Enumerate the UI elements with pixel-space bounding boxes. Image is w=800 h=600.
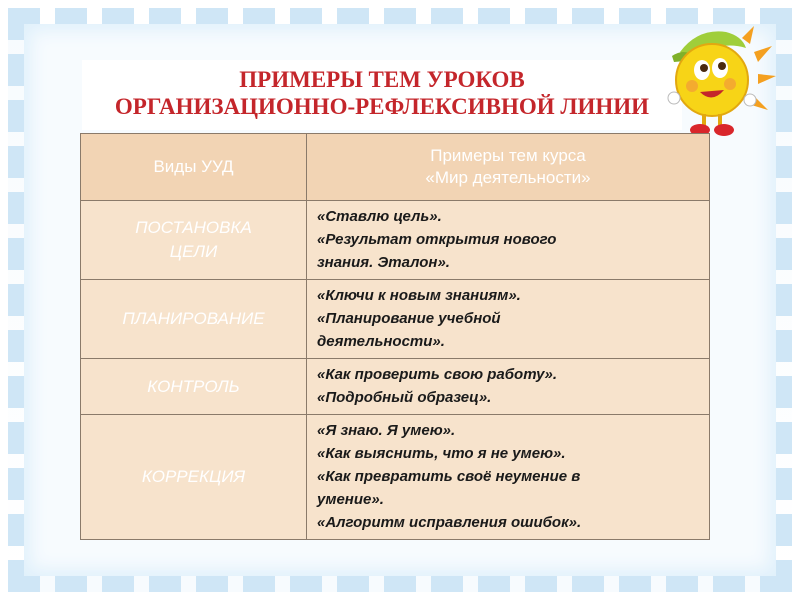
- uud-table: [80, 133, 710, 540]
- example-line: «Как превратить своё неумение в: [317, 468, 581, 485]
- uud-type-goal-setting: [81, 201, 307, 280]
- type-line: КОНТРОЛЬ: [147, 376, 240, 396]
- example-line: знания. Эталон».: [317, 254, 450, 271]
- example-line: «Я знаю. Я умею».: [317, 422, 456, 439]
- table-row: [81, 415, 710, 540]
- example-line: «Как проверить свою работу».: [317, 366, 558, 383]
- example-line: деятельности».: [317, 333, 445, 350]
- table-header-row: [81, 134, 710, 201]
- uud-type-planning: [81, 280, 307, 359]
- uud-type-correction: [81, 415, 307, 540]
- table-row: [81, 280, 710, 359]
- type-line: КОРРЕКЦИЯ: [141, 467, 246, 486]
- header-line-1: Примеры тем курса: [430, 146, 586, 165]
- uud-type-control: [81, 359, 307, 415]
- title-line-2: ОРГАНИЗАЦИОННО-РЕФЛЕКСИВНОЙ ЛИНИИ: [114, 94, 650, 119]
- example-line: «Как выяснить, что я не умею».: [317, 445, 566, 462]
- slide-title: [82, 60, 682, 130]
- type-line: ЦЕЛИ: [169, 242, 218, 261]
- type-line: ПЛАНИРОВАНИЕ: [122, 309, 265, 328]
- example-line: «Ключи к новым знаниям».: [317, 287, 521, 304]
- table-row: [81, 359, 710, 415]
- header-uud-types: Виды УУД: [81, 134, 307, 201]
- examples-cell: [307, 359, 710, 415]
- example-line: «Планирование учебной: [317, 310, 501, 327]
- example-line: «Результат открытия нового: [317, 231, 557, 248]
- type-line: ПОСТАНОВКА: [135, 218, 252, 237]
- example-line: «Алгоритм исправления ошибок».: [317, 514, 582, 531]
- examples-cell: [307, 415, 710, 540]
- title-line-1: ПРИМЕРЫ ТЕМ УРОКОВ: [239, 67, 525, 92]
- table-row: [81, 201, 710, 280]
- example-line: «Подробный образец».: [317, 389, 492, 406]
- examples-cell: [307, 280, 710, 359]
- example-line: «Ставлю цель».: [317, 208, 442, 225]
- example-line: умение».: [317, 491, 384, 508]
- examples-cell: [307, 201, 710, 280]
- header-course-examples: [307, 134, 710, 201]
- header-line-2: «Мир деятельности»: [425, 168, 591, 187]
- sun-mascot-icon: [650, 18, 778, 146]
